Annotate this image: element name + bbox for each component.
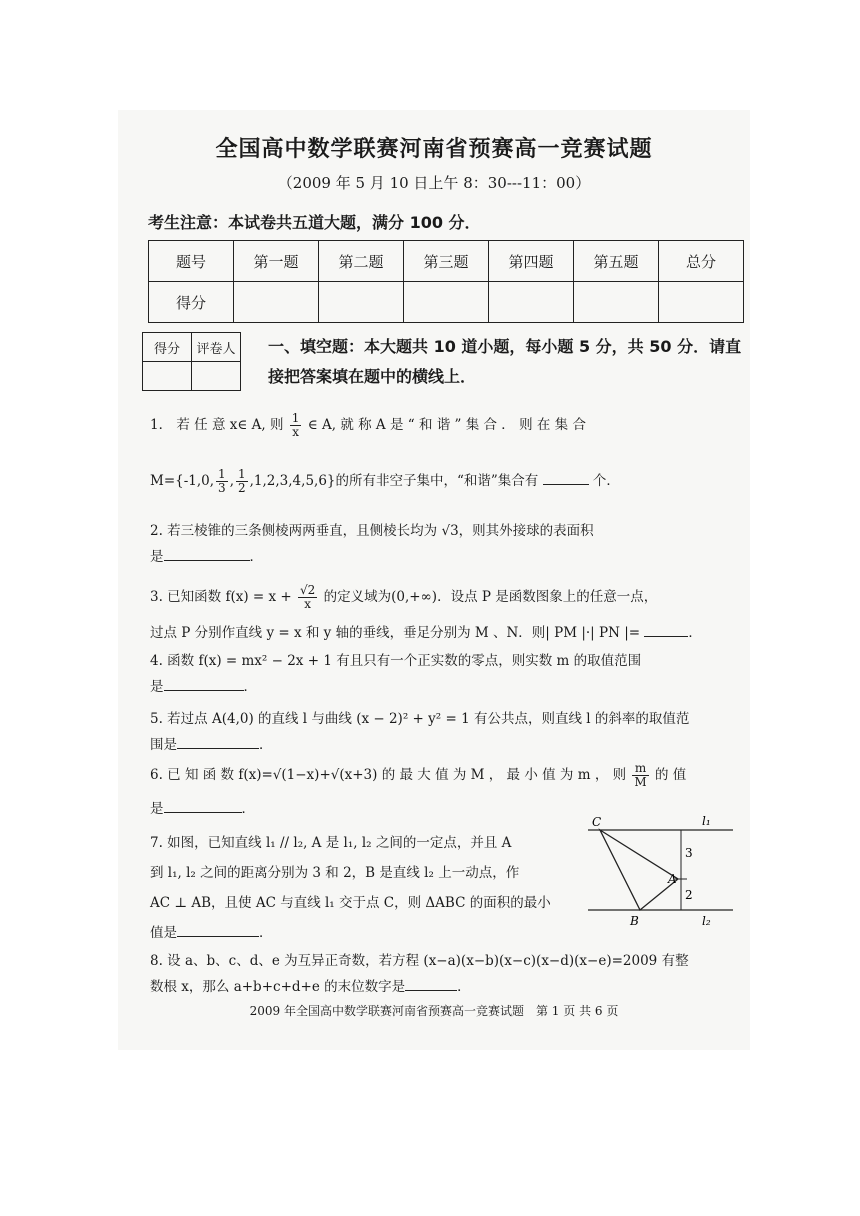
question-4-line-2: 是 ．: [150, 679, 257, 695]
grader-score-cell: [143, 362, 192, 391]
question-3-line-1: [150, 584, 740, 611]
frac-denominator: x: [304, 597, 312, 611]
score-header-cell: 总分: [659, 241, 744, 282]
question-8-line-2: 数根 x，那么 a+b+c+d+e 的末位数字是 ．: [150, 979, 471, 995]
score-header-cell: 第二题: [319, 241, 404, 282]
question-7-line-2: 到 l₁, l₂ 之间的距离分别为 3 和 2，B 是直线 l₂ 上一动点，作: [150, 865, 520, 881]
question-2-line-1: 2. 若三棱锥的三条侧棱两两垂直，且侧棱长均为 √3，则其外接球的表面积: [150, 523, 594, 539]
label-l1: l₁: [702, 815, 711, 828]
score-value-row: [149, 282, 744, 323]
q1-text-a: 1． 若 任 意 x∈ A, 则: [150, 417, 284, 433]
q6-text-b: 的 值: [655, 767, 687, 783]
score-cell: [319, 282, 404, 323]
q7-prefix: 值是: [150, 925, 177, 941]
question-2-line-2: 是 ．: [150, 549, 263, 565]
grader-name-cell: [192, 362, 241, 391]
question-4-line-1: 4. 函数 f(x) = mx² − 2x + 1 有且只有一个正实数的零点，则实数 m 的取值范围: [150, 653, 642, 669]
grader-score-label: 得分: [143, 333, 192, 362]
frac-numerator: 1: [291, 411, 300, 425]
q3-text-b: 的定义域为(0,+∞)．设点 P 是函数图象上的任意一点，: [323, 589, 658, 605]
score-header-cell: 题号: [149, 241, 234, 282]
exam-notice: 考生注意：本试卷共五道大题，满分 100 分．: [148, 213, 481, 232]
q8-prefix: 数根 x，那么 a+b+c+d+e 的末位数字是: [150, 979, 406, 995]
answer-blank[interactable]: [543, 484, 589, 485]
frac-numerator: 1: [218, 467, 226, 481]
geometry-figure: [578, 815, 738, 935]
question-3-line-2: 过点 P 分别作直线 y = x 和 y 轴的垂线，垂足分别为 M 、N．则| PM |·| PN |= ．: [150, 625, 702, 641]
grader-name-label: 评卷人: [192, 333, 241, 362]
question-5-line-2: 围是 ．: [150, 737, 273, 753]
page-footer: 2009 年全国高中数学联赛河南省预赛高一竞赛试题 第 1 页 共 6 页: [249, 1004, 619, 1018]
answer-blank[interactable]: [405, 990, 457, 991]
q1-set-a: M={-1,0,: [150, 473, 215, 489]
q5-prefix: 围是: [150, 737, 177, 753]
section-heading: 一、填空题：本大题共 10 道小题，每小题 5 分，共 50 分．请直接把答案填在题中的横线上．: [268, 337, 742, 386]
label-l2: l₂: [702, 914, 711, 928]
q2-prefix: 是: [150, 549, 164, 565]
question-7-line-4: 值是 ．: [150, 925, 273, 941]
exam-title: 全国高中数学联赛河南省预赛高一竞赛试题: [215, 137, 653, 162]
answer-blank[interactable]: [164, 560, 250, 561]
label-c: C: [592, 815, 602, 829]
question-7-line-3: AC ⊥ AB，且使 AC 与直线 l₁ 交于点 C，则 ΔABC 的面积的最小: [150, 895, 551, 911]
q1-fraction: [290, 412, 302, 439]
score-header-cell: 第三题: [404, 241, 489, 282]
grader-table: [142, 332, 241, 391]
q3-fraction: [298, 584, 317, 611]
q1-half: [236, 468, 248, 495]
q1-end: 个．: [592, 473, 620, 489]
score-cell: [404, 282, 489, 323]
q1-text-b: ∈ A, 就 称 A 是 “ 和 谐 ” 集 合 ． 则 在 集 合: [307, 417, 586, 433]
triangle-abc: [600, 830, 678, 910]
score-header-row: [149, 241, 744, 282]
score-header-cell: 第五题: [574, 241, 659, 282]
question-7-line-1: 7. 如图，已知直线 l₁ // l₂, A 是 l₁, l₂ 之间的一定点，并且 A: [150, 835, 512, 851]
score-cell: [489, 282, 574, 323]
question-1-line-1: [150, 412, 740, 439]
q6-fraction: [632, 762, 648, 789]
score-row-label: 得分: [149, 282, 234, 323]
q3-text-a: 3. 已知函数 f(x) = x +: [150, 589, 292, 605]
label-b: B: [630, 914, 639, 928]
question-6-line-2: 是 ．: [150, 801, 255, 817]
score-cell: [659, 282, 744, 323]
question-1-line-2: [150, 468, 740, 495]
score-cell: [234, 282, 319, 323]
answer-blank[interactable]: [177, 936, 259, 937]
q3-text-c: 过点 P 分别作直线 y = x 和 y 轴的垂线，垂足分别为 M 、N．则| PM |·| PN |=: [150, 625, 641, 641]
label-a: A: [668, 872, 677, 886]
answer-blank[interactable]: [164, 812, 242, 813]
score-cell: [574, 282, 659, 323]
label-distance-3: 3: [685, 846, 693, 860]
question-5-line-1: 5. 若过点 A(4,0) 的直线 l 与曲线 (x − 2)² + y² = 1 有公共点，则直线 l 的斜率的取值范: [150, 711, 690, 727]
frac-denominator: x: [292, 425, 299, 439]
q6-text-a: 6. 已 知 函 数 f(x)=√(1−x)+√(x+3) 的 最 大 值 为 M ， 最 小 值 为 m ， 则: [150, 767, 627, 783]
question-8-line-1: 8. 设 a、b、c、d、e 为互异正奇数，若方程 (x−a)(x−b)(x−c)(x−d)(x−e)=2009 有整: [150, 953, 689, 969]
answer-blank[interactable]: [644, 636, 688, 637]
q1-set-c: ,1,2,3,4,5,6}的所有非空子集中，“和谐”集合有: [249, 473, 539, 489]
frac-numerator: 1: [237, 467, 246, 481]
frac-numerator: √2: [300, 583, 316, 597]
score-header-cell: 第四题: [489, 241, 574, 282]
question-6-line-1: [150, 762, 740, 789]
frac-numerator: m: [632, 762, 648, 776]
q1-third: [216, 468, 228, 495]
q4-prefix: 是: [150, 679, 164, 695]
exam-page: [118, 110, 750, 1050]
score-header-cell: 第一题: [234, 241, 319, 282]
frac-denominator: M: [634, 775, 647, 789]
frac-denominator: 3: [218, 481, 226, 495]
label-distance-2: 2: [685, 888, 693, 902]
q6-prefix: 是: [150, 801, 164, 817]
score-table: [148, 240, 744, 323]
q1-set-comma: ,: [229, 473, 234, 489]
answer-blank[interactable]: [164, 690, 244, 691]
frac-denominator: 2: [237, 481, 246, 495]
answer-blank[interactable]: [177, 748, 259, 749]
exam-time: （2009 年 5 月 10 日上午 8：30---11：00）: [277, 174, 591, 192]
